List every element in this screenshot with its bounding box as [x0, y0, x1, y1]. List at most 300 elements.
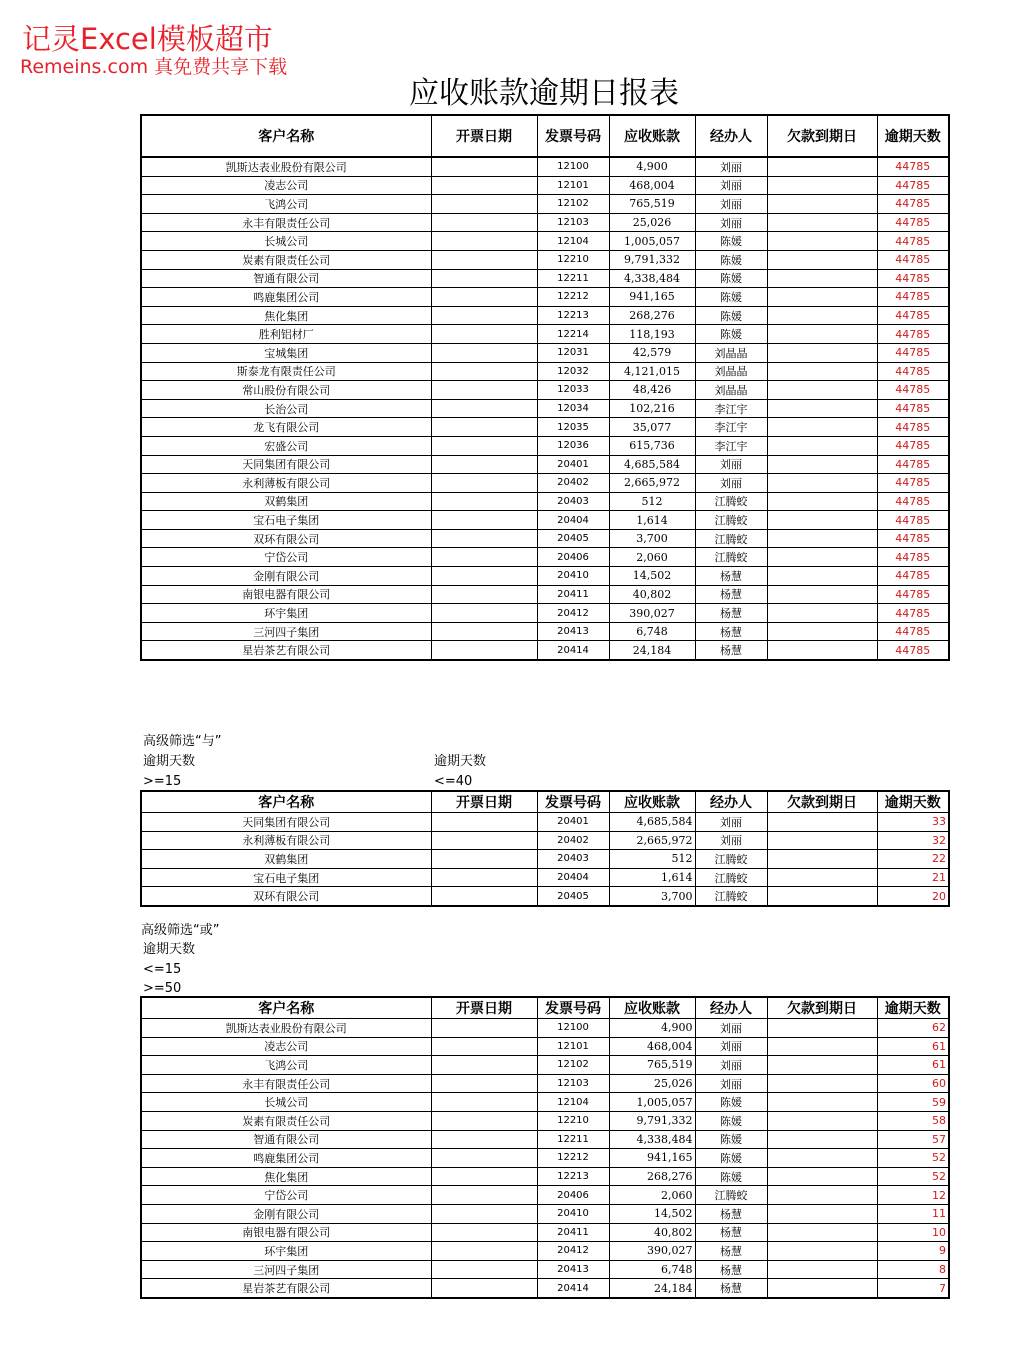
- receivable-amount: 1,614: [609, 868, 695, 887]
- overdue-days: 44785: [877, 548, 949, 567]
- handler: 杨慧: [695, 1279, 767, 1298]
- invoice-date: [431, 213, 537, 232]
- overdue-days-header: 逾期天数: [877, 115, 949, 157]
- table-row: [141, 195, 949, 214]
- overdue-days: 44785: [877, 436, 949, 455]
- due-date: [767, 1037, 877, 1056]
- table-row: [141, 831, 949, 850]
- receivable-amount: 1,005,057: [609, 1093, 695, 1112]
- invoice-number-header: 发票号码: [537, 791, 609, 813]
- customer-name: 宝城集团: [141, 343, 431, 362]
- invoice-number: 20414: [537, 641, 609, 660]
- table-row: [141, 1186, 949, 1205]
- invoice-number: 20401: [537, 455, 609, 474]
- due-date-header: 欠款到期日: [767, 791, 877, 813]
- overdue-days: 44785: [877, 511, 949, 530]
- customer-name: 永利薄板有限公司: [141, 831, 431, 850]
- invoice-date: [431, 195, 537, 214]
- receivable-amount: 14,502: [609, 1204, 695, 1223]
- handler-header: 经办人: [695, 115, 767, 157]
- invoice-date: [431, 548, 537, 567]
- handler: 李江宇: [695, 436, 767, 455]
- invoice-number: 12035: [537, 418, 609, 437]
- overdue-days: 12: [877, 1186, 949, 1205]
- receivable-header: 应收账款: [609, 791, 695, 813]
- due-date: [767, 887, 877, 906]
- overdue-days: 44785: [877, 362, 949, 381]
- due-date: [767, 325, 877, 344]
- invoice-number: 12102: [537, 195, 609, 214]
- handler: 刘丽: [695, 213, 767, 232]
- customer-name: 宏盛公司: [141, 436, 431, 455]
- customer-name: 凌志公司: [141, 176, 431, 195]
- overdue-days: 21: [877, 868, 949, 887]
- receivable-amount: 941,165: [609, 288, 695, 307]
- due-date: [767, 1149, 877, 1168]
- invoice-date: [431, 529, 537, 548]
- invoice-date: [431, 1093, 537, 1112]
- invoice-date: [431, 567, 537, 586]
- filter-and-criteria-header-1: 逾期天数: [143, 754, 196, 769]
- due-date: [767, 157, 877, 176]
- customer-name: 炭素有限责任公司: [141, 1111, 431, 1130]
- filter-and-criteria-header-2: 逾期天数: [434, 754, 487, 769]
- customer-name: 永丰有限责任公司: [141, 213, 431, 232]
- invoice-number: 12212: [537, 288, 609, 307]
- due-date: [767, 1223, 877, 1242]
- table-row: [141, 1149, 949, 1168]
- due-date: [767, 418, 877, 437]
- table-row: [141, 850, 949, 869]
- overdue-days: 58: [877, 1111, 949, 1130]
- customer-name: 鸣鹿集团公司: [141, 288, 431, 307]
- table-row: [141, 511, 949, 530]
- due-date: [767, 474, 877, 493]
- header-row: [141, 997, 949, 1019]
- customer-name: 龙飞有限公司: [141, 418, 431, 437]
- overdue-days: 44785: [877, 455, 949, 474]
- invoice-date: [431, 604, 537, 623]
- table-row: [141, 343, 949, 362]
- handler: 陈媛: [695, 1130, 767, 1149]
- table-row: [141, 250, 949, 269]
- customer-name: 斯泰龙有限责任公司: [141, 362, 431, 381]
- invoice-number-header: 发票号码: [537, 997, 609, 1019]
- customer-name: 永丰有限责任公司: [141, 1074, 431, 1093]
- invoice-date: [431, 232, 537, 251]
- overdue-days: 44785: [877, 213, 949, 232]
- due-date: [767, 604, 877, 623]
- customer-name: 三河四子集团: [141, 622, 431, 641]
- customer-name: 宝石电子集团: [141, 868, 431, 887]
- handler: 陈媛: [695, 325, 767, 344]
- invoice-number: 20410: [537, 567, 609, 586]
- receivable-amount: 4,338,484: [609, 269, 695, 288]
- customer-name: 双环有限公司: [141, 529, 431, 548]
- due-date: [767, 455, 877, 474]
- overdue-days: 44785: [877, 641, 949, 660]
- invoice-date: [431, 1242, 537, 1261]
- invoice-date: [431, 850, 537, 869]
- receivable-amount: 2,665,972: [609, 831, 695, 850]
- handler: 江腾蛟: [695, 868, 767, 887]
- overdue-days: 9: [877, 1242, 949, 1261]
- customer-name: 双环有限公司: [141, 887, 431, 906]
- customer-name: 星岩茶艺有限公司: [141, 641, 431, 660]
- invoice-date: [431, 887, 537, 906]
- table-row: [141, 1056, 949, 1075]
- overdue-days: 44785: [877, 269, 949, 288]
- due-date: [767, 1111, 877, 1130]
- invoice-date: [431, 1019, 537, 1038]
- invoice-date: [431, 474, 537, 493]
- overdue-days: 57: [877, 1130, 949, 1149]
- invoice-number: 12100: [537, 1019, 609, 1038]
- invoice-date: [431, 381, 537, 400]
- overdue-days: 33: [877, 813, 949, 832]
- overdue-days: 11: [877, 1204, 949, 1223]
- table-row: [141, 474, 949, 493]
- invoice-date: [431, 1260, 537, 1279]
- invoice-number: 20402: [537, 831, 609, 850]
- customer-name: 飞鸿公司: [141, 195, 431, 214]
- handler: 江腾蛟: [695, 1186, 767, 1205]
- receivable-amount: 35,077: [609, 418, 695, 437]
- invoice-number: 20412: [537, 1242, 609, 1261]
- invoice-date: [431, 1056, 537, 1075]
- invoice-number: 12032: [537, 362, 609, 381]
- filter-and-criteria-value-2: <=40: [434, 774, 473, 789]
- overdue-days: 60: [877, 1074, 949, 1093]
- receivable-amount: 615,736: [609, 436, 695, 455]
- invoice-number: 12103: [537, 213, 609, 232]
- invoice-date: [431, 622, 537, 641]
- receivable-amount: 390,027: [609, 604, 695, 623]
- invoice-number: 12211: [537, 1130, 609, 1149]
- receivable-amount: 512: [609, 850, 695, 869]
- customer-name: 长城公司: [141, 1093, 431, 1112]
- receivable-amount: 6,748: [609, 622, 695, 641]
- overdue-days: 44785: [877, 232, 949, 251]
- filter-and-criteria-value-1: >=15: [143, 774, 182, 789]
- overdue-days: 61: [877, 1056, 949, 1075]
- due-date: [767, 362, 877, 381]
- invoice-number: 20405: [537, 529, 609, 548]
- overdue-days: 44785: [877, 306, 949, 325]
- customer-name: 金刚有限公司: [141, 1204, 431, 1223]
- customer-name: 双鹤集团: [141, 492, 431, 511]
- customer-name: 凌志公司: [141, 1037, 431, 1056]
- handler: 陈媛: [695, 250, 767, 269]
- handler: 刘晶晶: [695, 362, 767, 381]
- table-row: [141, 1037, 949, 1056]
- table-row: [141, 604, 949, 623]
- handler-header: 经办人: [695, 997, 767, 1019]
- invoice-date: [431, 250, 537, 269]
- table-row: [141, 1074, 949, 1093]
- invoice-date: [431, 269, 537, 288]
- overdue-days: 44785: [877, 492, 949, 511]
- receivable-amount: 24,184: [609, 641, 695, 660]
- brand-title: 记灵Excel模板超市: [22, 22, 273, 56]
- handler: 刘丽: [695, 831, 767, 850]
- receivable-amount: 390,027: [609, 1242, 695, 1261]
- receivable-amount: 268,276: [609, 1167, 695, 1186]
- due-date: [767, 1093, 877, 1112]
- receivable-amount: 4,685,584: [609, 813, 695, 832]
- receivable-amount: 268,276: [609, 306, 695, 325]
- invoice-date: [431, 1204, 537, 1223]
- customer-name: 常山股份有限公司: [141, 381, 431, 400]
- receivable-amount: 2,060: [609, 1186, 695, 1205]
- overdue-days-header: 逾期天数: [877, 791, 949, 813]
- due-date: [767, 1279, 877, 1298]
- handler: 刘丽: [695, 157, 767, 176]
- receivable-amount: 102,216: [609, 399, 695, 418]
- handler: 江腾蛟: [695, 529, 767, 548]
- receivable-header: 应收账款: [609, 115, 695, 157]
- due-date: [767, 831, 877, 850]
- receivable-amount: 468,004: [609, 176, 695, 195]
- customer-name: 环宇集团: [141, 604, 431, 623]
- customer-name: 双鹤集团: [141, 850, 431, 869]
- handler: 刘丽: [695, 1074, 767, 1093]
- invoice-number: 20404: [537, 511, 609, 530]
- invoice-date: [431, 288, 537, 307]
- due-date: [767, 548, 877, 567]
- receivable-amount: 118,193: [609, 325, 695, 344]
- receivable-header: 应收账款: [609, 997, 695, 1019]
- table-row: [141, 325, 949, 344]
- due-date: [767, 850, 877, 869]
- table-row: [141, 813, 949, 832]
- table-row: [141, 362, 949, 381]
- invoice-number: 20413: [537, 622, 609, 641]
- invoice-date: [431, 1074, 537, 1093]
- invoice-date: [431, 1111, 537, 1130]
- overdue-days: 44785: [877, 529, 949, 548]
- receivable-amount: 941,165: [609, 1149, 695, 1168]
- receivable-amount: 1,005,057: [609, 232, 695, 251]
- invoice-number: 12102: [537, 1056, 609, 1075]
- brand-subtitle: Remeins.com 真免费共享下载: [20, 56, 288, 78]
- overdue-days: 62: [877, 1019, 949, 1038]
- filter-and-result-table: [140, 790, 950, 907]
- receivable-amount: 14,502: [609, 567, 695, 586]
- due-date: [767, 436, 877, 455]
- customer-name: 智通有限公司: [141, 1130, 431, 1149]
- invoice-number: 20411: [537, 1223, 609, 1242]
- invoice-date: [431, 1167, 537, 1186]
- invoice-number: 12210: [537, 250, 609, 269]
- overdue-days: 44785: [877, 288, 949, 307]
- receivable-amount: 2,060: [609, 548, 695, 567]
- customer-name: 环宇集团: [141, 1242, 431, 1261]
- handler: 刘丽: [695, 176, 767, 195]
- handler: 杨慧: [695, 1242, 767, 1261]
- due-date-header: 欠款到期日: [767, 997, 877, 1019]
- customer-name: 智通有限公司: [141, 269, 431, 288]
- due-date: [767, 1186, 877, 1205]
- invoice-number: 12031: [537, 343, 609, 362]
- invoice-date: [431, 585, 537, 604]
- invoice-number: 20414: [537, 1279, 609, 1298]
- due-date: [767, 529, 877, 548]
- customer-name: 凯斯达表业股份有限公司: [141, 1019, 431, 1038]
- customer-name: 三河四子集团: [141, 1260, 431, 1279]
- invoice-number: 12213: [537, 306, 609, 325]
- receivable-amount: 40,802: [609, 585, 695, 604]
- due-date: [767, 1167, 877, 1186]
- customer-name: 胜利铝材厂: [141, 325, 431, 344]
- receivable-amount: 9,791,332: [609, 250, 695, 269]
- invoice-number: 12101: [537, 176, 609, 195]
- overdue-days: 7: [877, 1279, 949, 1298]
- table-row: [141, 288, 949, 307]
- due-date: [767, 1204, 877, 1223]
- receivable-amount: 3,700: [609, 887, 695, 906]
- handler: 杨慧: [695, 1204, 767, 1223]
- table-row: [141, 176, 949, 195]
- due-date: [767, 641, 877, 660]
- handler: 杨慧: [695, 641, 767, 660]
- invoice-date: [431, 492, 537, 511]
- due-date: [767, 269, 877, 288]
- handler: 刘晶晶: [695, 381, 767, 400]
- customer-name: 南银电器有限公司: [141, 585, 431, 604]
- overdue-days: 59: [877, 1093, 949, 1112]
- invoice-number: 20401: [537, 813, 609, 832]
- invoice-number: 20412: [537, 604, 609, 623]
- invoice-number: 20405: [537, 887, 609, 906]
- receivable-amount: 9,791,332: [609, 1111, 695, 1130]
- receivable-amount: 4,685,584: [609, 455, 695, 474]
- invoice-date: [431, 868, 537, 887]
- invoice-number: 12210: [537, 1111, 609, 1130]
- handler: 陈媛: [695, 269, 767, 288]
- overdue-days: 44785: [877, 325, 949, 344]
- receivable-amount: 42,579: [609, 343, 695, 362]
- table-row: [141, 585, 949, 604]
- due-date: [767, 1242, 877, 1261]
- table-row: [141, 492, 949, 511]
- invoice-date: [431, 1149, 537, 1168]
- table-row: [141, 548, 949, 567]
- overdue-report-table: [140, 114, 950, 661]
- invoice-date: [431, 343, 537, 362]
- invoice-date-header: 开票日期: [431, 115, 537, 157]
- filter-or-criteria-header: 逾期天数: [143, 942, 196, 957]
- invoice-date: [431, 1186, 537, 1205]
- overdue-days: 44785: [877, 399, 949, 418]
- overdue-days: 44785: [877, 381, 949, 400]
- invoice-number: 20413: [537, 1260, 609, 1279]
- invoice-date-header: 开票日期: [431, 791, 537, 813]
- due-date: [767, 585, 877, 604]
- customer-name: 宁岱公司: [141, 1186, 431, 1205]
- invoice-date: [431, 436, 537, 455]
- receivable-amount: 512: [609, 492, 695, 511]
- invoice-number: 20406: [537, 548, 609, 567]
- invoice-date: [431, 1037, 537, 1056]
- invoice-number: 20403: [537, 492, 609, 511]
- receivable-amount: 468,004: [609, 1037, 695, 1056]
- customer-name: 星岩茶艺有限公司: [141, 1279, 431, 1298]
- customer-name: 鸣鹿集团公司: [141, 1149, 431, 1168]
- handler: 刘晶晶: [695, 343, 767, 362]
- due-date: [767, 1019, 877, 1038]
- header-row: [141, 791, 949, 813]
- due-date: [767, 1056, 877, 1075]
- handler: 陈媛: [695, 232, 767, 251]
- invoice-number: 12103: [537, 1074, 609, 1093]
- handler: 杨慧: [695, 1260, 767, 1279]
- table-row: [141, 213, 949, 232]
- customer-name-header: 客户名称: [141, 997, 431, 1019]
- invoice-number: 12211: [537, 269, 609, 288]
- table-row: [141, 622, 949, 641]
- overdue-days: 44785: [877, 176, 949, 195]
- receivable-amount: 24,184: [609, 1279, 695, 1298]
- invoice-number: 20403: [537, 850, 609, 869]
- due-date: [767, 232, 877, 251]
- handler: 刘丽: [695, 455, 767, 474]
- invoice-number: 12214: [537, 325, 609, 344]
- due-date: [767, 343, 877, 362]
- due-date: [767, 306, 877, 325]
- overdue-days: 22: [877, 850, 949, 869]
- customer-name: 飞鸿公司: [141, 1056, 431, 1075]
- table-row: [141, 641, 949, 660]
- receivable-amount: 48,426: [609, 381, 695, 400]
- overdue-days-header: 逾期天数: [877, 997, 949, 1019]
- handler: 杨慧: [695, 567, 767, 586]
- invoice-number: 20404: [537, 868, 609, 887]
- customer-name: 宁岱公司: [141, 548, 431, 567]
- handler: 江腾蛟: [695, 850, 767, 869]
- invoice-date: [431, 641, 537, 660]
- invoice-date: [431, 362, 537, 381]
- due-date: [767, 1074, 877, 1093]
- receivable-amount: 1,614: [609, 511, 695, 530]
- table-row: [141, 1223, 949, 1242]
- table-row: [141, 1167, 949, 1186]
- overdue-days: 44785: [877, 195, 949, 214]
- invoice-number: 12104: [537, 232, 609, 251]
- due-date: [767, 195, 877, 214]
- due-date: [767, 1130, 877, 1149]
- handler: 刘丽: [695, 1056, 767, 1075]
- table-row: [141, 399, 949, 418]
- handler: 杨慧: [695, 585, 767, 604]
- handler: 陈媛: [695, 1149, 767, 1168]
- invoice-date-header: 开票日期: [431, 997, 537, 1019]
- handler: 杨慧: [695, 1223, 767, 1242]
- invoice-number: 12100: [537, 157, 609, 176]
- due-date: [767, 492, 877, 511]
- invoice-number: 12036: [537, 436, 609, 455]
- handler: 李江宇: [695, 399, 767, 418]
- invoice-number: 20406: [537, 1186, 609, 1205]
- overdue-days: 10: [877, 1223, 949, 1242]
- customer-name: 焦化集团: [141, 1167, 431, 1186]
- table-row: [141, 1130, 949, 1149]
- handler: 陈媛: [695, 1111, 767, 1130]
- overdue-days: 8: [877, 1260, 949, 1279]
- handler: 刘丽: [695, 195, 767, 214]
- invoice-date: [431, 1223, 537, 1242]
- receivable-amount: 4,121,015: [609, 362, 695, 381]
